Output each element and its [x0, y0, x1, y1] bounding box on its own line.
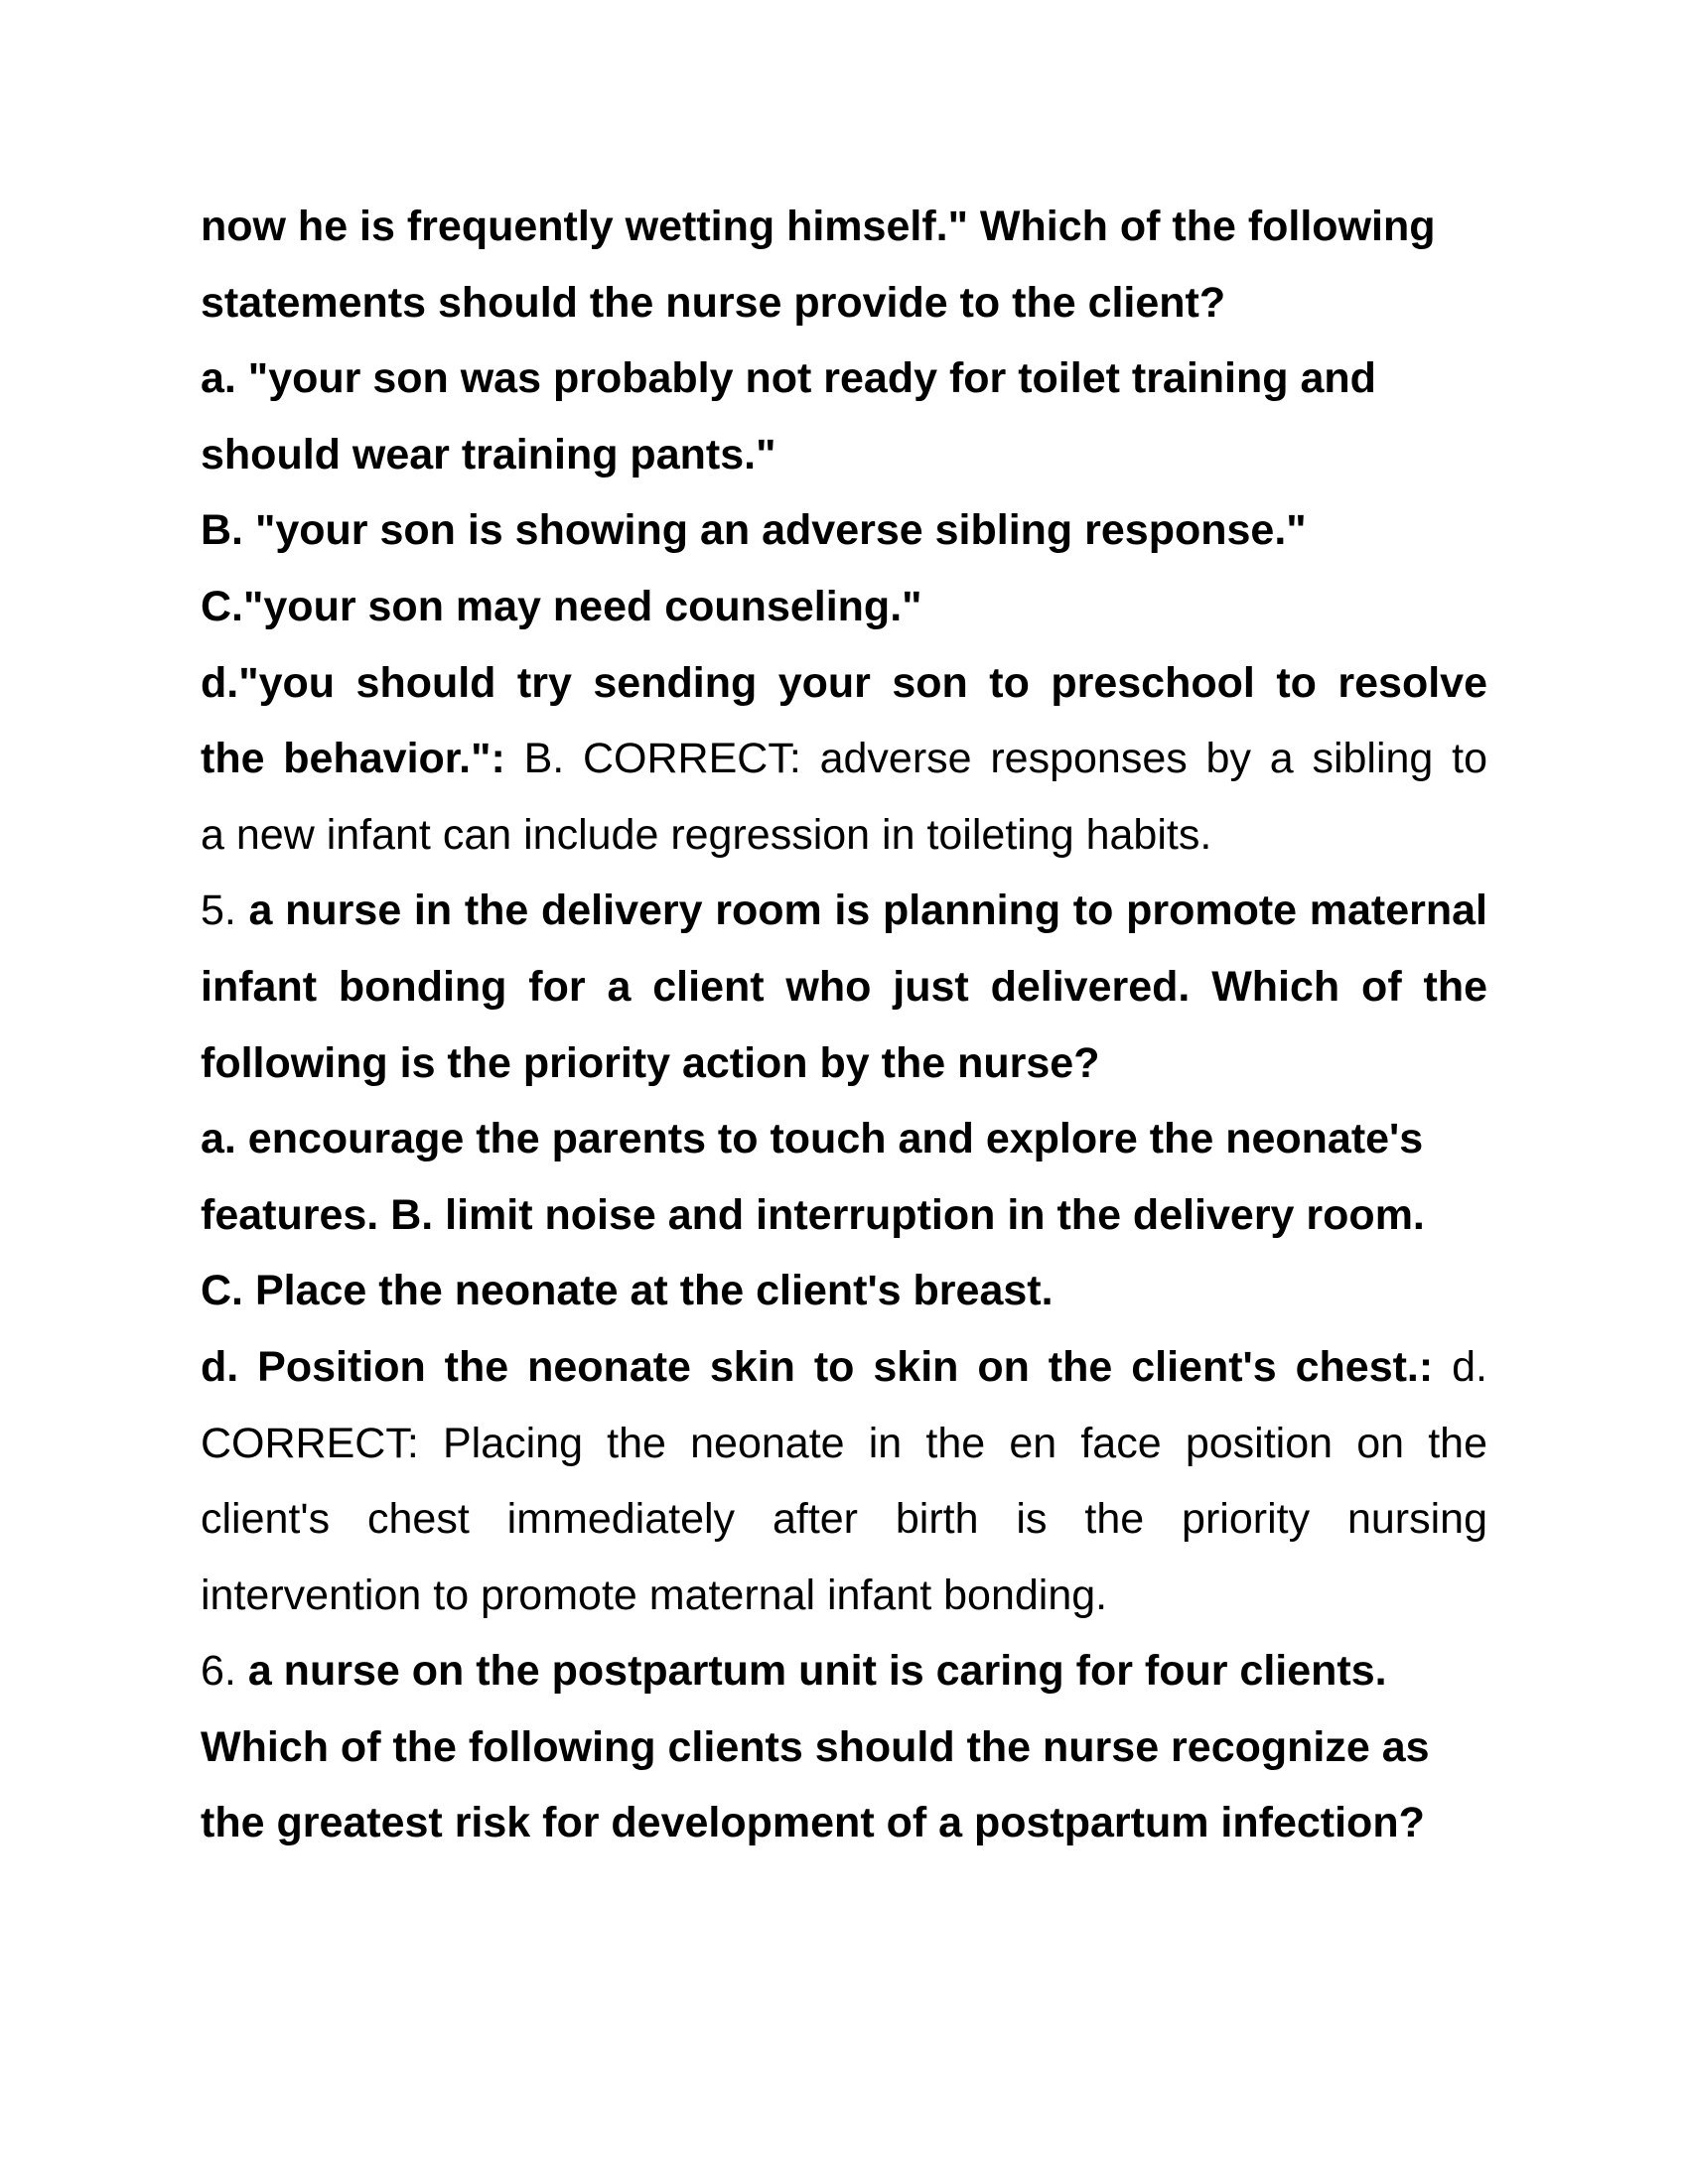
- question-5-stem-line-1: [201, 873, 1487, 949]
- option-text: a. "your son was probably not ready for toilet training and: [201, 354, 1376, 403]
- question-5-stem-line-3: [201, 1025, 1487, 1102]
- question-text: statements should the nurse provide to the client?: [201, 278, 1226, 327]
- document-page: [201, 189, 1487, 1861]
- question-text: following is the priority action by the nurse?: [201, 1038, 1100, 1087]
- answer-letter: d.: [1433, 1342, 1487, 1391]
- question-6-stem-line-3: [201, 1785, 1487, 1861]
- question-text: Which of the following clients should the nurse recognize as: [201, 1722, 1430, 1771]
- question-number: 6.: [201, 1647, 248, 1696]
- question-text: the greatest risk for development of a postpartum infection?: [201, 1799, 1425, 1847]
- answer-rationale: intervention to promote maternal infant bonding.: [201, 1570, 1108, 1619]
- question-5-option-c: [201, 1253, 1487, 1329]
- question-4-option-a-line-1: [201, 341, 1487, 417]
- question-text: a nurse on the postpartum unit is caring for four clients.: [247, 1647, 1387, 1696]
- question-5-rationale-line-3: [201, 1558, 1487, 1634]
- question-5-rationale-line-2: [201, 1481, 1487, 1558]
- option-text: C."your son may need counseling.": [201, 582, 922, 630]
- option-text: should wear training pants.": [201, 430, 776, 478]
- question-4-rationale-line: [201, 797, 1487, 874]
- option-text: the behavior.":: [201, 735, 505, 783]
- answer-rationale: CORRECT: Placing the neonate in the en face position on the: [201, 1419, 1487, 1467]
- question-text: now he is frequently wetting himself." Which of the following: [201, 203, 1436, 250]
- question-5-rationale-line-1: [201, 1406, 1487, 1482]
- question-6-stem-line-1: [201, 1633, 1487, 1709]
- option-text: a. encourage the parents to touch and explore the neonate's: [201, 1115, 1424, 1163]
- answer-rationale: B. CORRECT: adverse responses by a sibling to: [504, 735, 1487, 783]
- question-5-option-d: [201, 1329, 1487, 1406]
- question-4-option-b: [201, 492, 1487, 569]
- question-4-stem-line-1: [201, 189, 1487, 265]
- option-text: C. Place the neonate at the client's breast.: [201, 1267, 1054, 1315]
- answer-rationale: client's chest immediately after birth is the priority nursing: [201, 1495, 1487, 1544]
- option-text: features. B. limit noise and interruption in the delivery room.: [201, 1190, 1425, 1239]
- question-text: infant bonding for a client who just delivered. Which of the: [201, 962, 1487, 1011]
- question-4-stem-line-2: [201, 265, 1487, 341]
- option-text: d."you should try sending your son to preschool to resolve: [201, 658, 1487, 707]
- answer-rationale: a new infant can include regression in toileting habits.: [201, 810, 1212, 859]
- question-6-stem-line-2: [201, 1709, 1487, 1786]
- question-4-option-d-line-1: [201, 645, 1487, 722]
- question-number: 5.: [201, 887, 249, 935]
- question-text: a nurse in the delivery room is planning to promote maternal: [248, 887, 1487, 935]
- question-5-stem-line-2: [201, 949, 1487, 1025]
- option-text: B. "your son is showing an adverse sibling response.": [201, 506, 1307, 555]
- question-4-option-c: [201, 569, 1487, 645]
- question-5-option-a-b-line: [201, 1177, 1487, 1254]
- question-4-option-d-line-2: [201, 721, 1487, 797]
- option-text: d. Position the neonate skin to skin on the client's chest.:: [201, 1342, 1434, 1391]
- question-5-option-a-line-1: [201, 1101, 1487, 1177]
- question-4-option-a-line-2: [201, 417, 1487, 493]
